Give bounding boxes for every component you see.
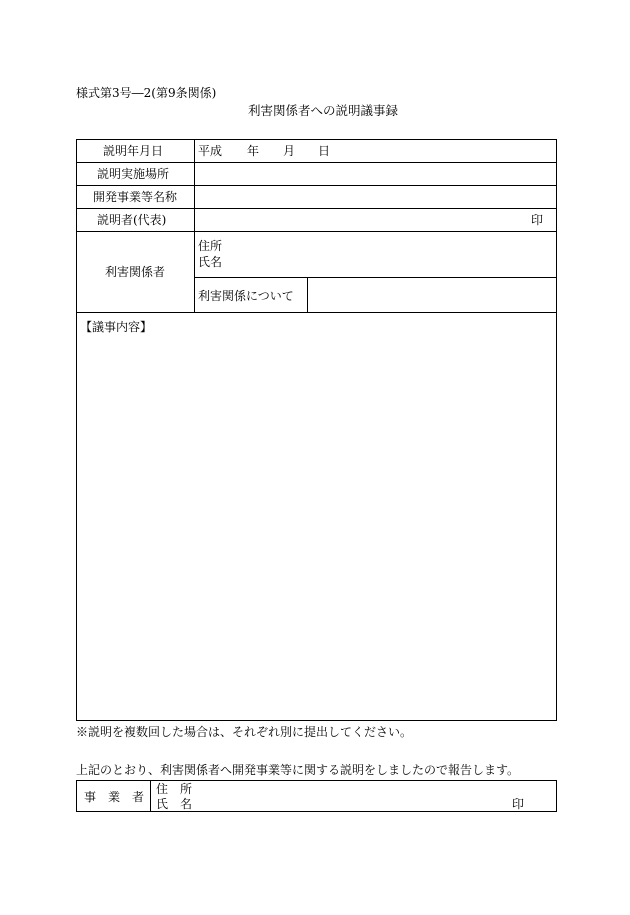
row-divider [76,312,557,313]
stakeholder-name-label: 氏名 [198,255,223,269]
row-divider [76,185,557,186]
operator-seal: 印 [512,797,525,811]
date-era: 平成 [198,144,223,158]
document-title: 利害関係者への説明議事録 [248,103,399,118]
explainer-field[interactable] [197,210,517,229]
explainer-seal: 印 [531,213,544,227]
stakeholder-address-label: 住所 [198,239,223,253]
operator-label: 事 業 者 [84,790,145,804]
location-label: 説明実施場所 [97,167,170,181]
form-number: 様式第3号―2(第9条関係) [76,86,217,100]
multiple-sessions-note: ※説明を複数回した場合は、それぞれ別に提出してください。 [76,725,413,739]
location-field[interactable] [197,164,555,183]
row-divider [76,162,557,163]
operator-name-label: 氏 名 [156,797,193,811]
row-divider [76,208,557,209]
operator-address-label: 住 所 [156,782,193,796]
relation-label: 利害関係について [198,289,294,303]
stakeholder-label: 利害関係者 [105,265,166,279]
operator-table [76,780,557,812]
minutes-field[interactable] [78,340,555,718]
date-month: 月 [283,144,296,158]
explainer-label: 説明者(代表) [97,213,167,227]
project-name-field[interactable] [197,187,555,206]
column-divider [150,780,151,812]
relation-field[interactable] [310,279,555,310]
column-divider [307,277,308,312]
date-label: 説明年月日 [103,144,164,158]
date-year: 年 [247,144,260,158]
minutes-label: 【議事内容】 [80,320,153,334]
project-name-label: 開発事業等名称 [93,190,178,204]
date-day: 日 [318,144,331,158]
row-divider [76,231,557,232]
row-divider [194,277,557,278]
column-divider [194,139,195,312]
report-statement: 上記のとおり、利害関係者へ開発事業等に関する説明をしましたので報告します。 [76,763,520,777]
